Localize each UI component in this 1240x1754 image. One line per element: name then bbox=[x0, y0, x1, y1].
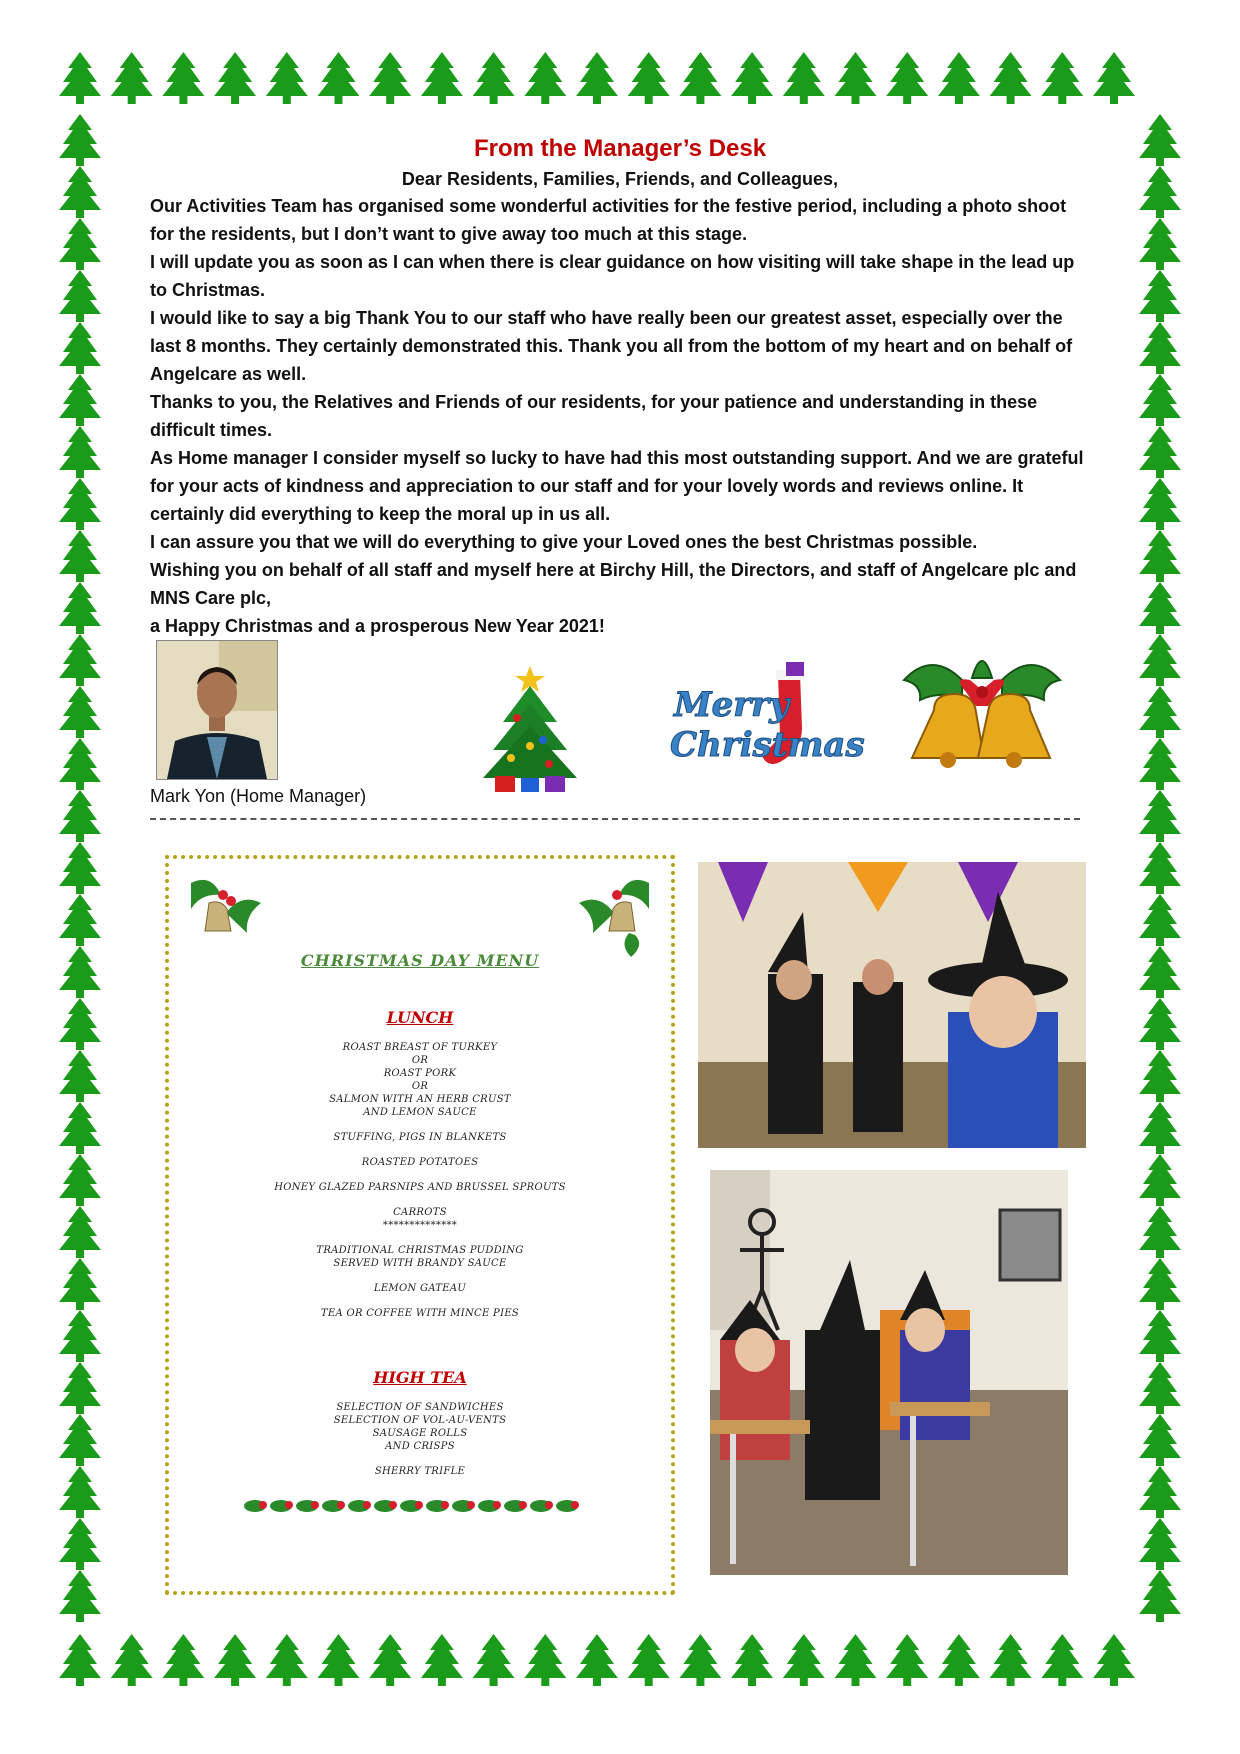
christmas-tree-icon bbox=[990, 52, 1032, 104]
menu-item: HONEY GLAZED PARSNIPS AND BRUSSEL SPROUTS bbox=[274, 1182, 566, 1193]
page-title: From the Manager’s Desk bbox=[473, 135, 767, 162]
christmas-tree-icon bbox=[1139, 998, 1181, 1050]
christmas-tree-icon bbox=[1139, 1258, 1181, 1310]
christmas-tree-icon bbox=[835, 1634, 877, 1686]
christmas-tree-icon bbox=[59, 686, 101, 738]
christmas-tree-icon bbox=[473, 1634, 515, 1686]
paragraph: I would like to say a big Thank You to our staff who have really been our greatest asset, especially over the last 8 months. They certainly demonstrated this. Thank you all from the bottom of my heart and on behalf of Angelcare as well. bbox=[150, 308, 1073, 384]
paragraph: a Happy Christmas and a prosperous New Year 2021! bbox=[150, 616, 605, 636]
menu-item: CARROTS ************** bbox=[382, 1207, 458, 1231]
christmas-tree-icon bbox=[938, 52, 980, 104]
christmas-tree-icon bbox=[111, 52, 153, 104]
christmas-tree-icon bbox=[886, 1634, 928, 1686]
christmas-tree-icon bbox=[59, 1466, 101, 1518]
high-tea-heading: HIGH TEA bbox=[373, 1368, 467, 1387]
lunch-heading: LUNCH bbox=[386, 1008, 454, 1027]
christmas-tree-icon bbox=[679, 52, 721, 104]
christmas-tree-icon bbox=[59, 374, 101, 426]
christmas-tree-icon bbox=[59, 270, 101, 322]
paragraph: Thanks to you, the Relatives and Friends of our residents, for your patience and understanding in these difficult times. bbox=[150, 392, 1038, 440]
christmas-tree-icon bbox=[59, 1154, 101, 1206]
paragraph: Our Activities Team has organised some wonderful activities for the festive period, including a photo shoot for the residents, but I don’t want to give away too much at this stage. bbox=[150, 196, 1067, 244]
merry-text: Merry Christmas bbox=[670, 685, 865, 765]
christmas-tree-icon bbox=[1093, 52, 1135, 104]
paragraph: I will update you as soon as I can when there is clear guidance on how visiting will take shape in the lead up to Christmas. bbox=[150, 252, 1075, 300]
christmas-tree-icon bbox=[1139, 894, 1181, 946]
christmas-tree-icon bbox=[59, 582, 101, 634]
menu-item: SHERRY TRIFLE bbox=[374, 1466, 466, 1477]
christmas-tree-icon bbox=[59, 1050, 101, 1102]
christmas-tree-icon bbox=[421, 1634, 463, 1686]
christmas-tree-icon bbox=[524, 1634, 566, 1686]
christmas-tree-icon bbox=[59, 634, 101, 686]
christmas-tree-icon bbox=[59, 166, 101, 218]
menu-item: TEA OR COFFEE WITH MINCE PIES bbox=[320, 1308, 520, 1319]
christmas-tree-icon bbox=[1139, 478, 1181, 530]
christmas-tree-icon bbox=[59, 218, 101, 270]
christmas-tree-icon bbox=[1139, 322, 1181, 374]
christmas-tree-icon bbox=[576, 52, 618, 104]
christmas-tree-icon bbox=[59, 842, 101, 894]
merry-christmas-art bbox=[670, 658, 865, 783]
christmas-tree-icon bbox=[1139, 1154, 1181, 1206]
halloween-photo-2 bbox=[710, 1170, 1068, 1575]
christmas-tree-icon bbox=[59, 52, 101, 104]
christmas-tree-icon bbox=[783, 1634, 825, 1686]
paragraph: I can assure you that we will do everything to give your Loved ones the best Christmas possible. bbox=[150, 532, 978, 552]
paragraph: As Home manager I consider myself so lucky to have had this most outstanding support. And we are grateful for your acts of kindness and appreciation to our staff and for your lovely words and reviews online. It certainly did everything to keep the moral up in us all. bbox=[150, 448, 1084, 524]
menu-item: STUFFING, PIGS IN BLANKETS bbox=[333, 1132, 507, 1143]
letter bbox=[150, 132, 1090, 640]
section-divider bbox=[150, 818, 1080, 820]
holly-corner-right-icon bbox=[569, 873, 659, 963]
christmas-tree-icon bbox=[1139, 1206, 1181, 1258]
christmas-tree-icon bbox=[1139, 582, 1181, 634]
holly-garland-icon bbox=[247, 1491, 597, 1521]
christmas-tree-icon bbox=[1139, 1414, 1181, 1466]
christmas-tree-icon bbox=[1139, 426, 1181, 478]
christmas-tree-icon bbox=[1139, 1310, 1181, 1362]
christmas-tree-icon bbox=[1139, 686, 1181, 738]
christmas-tree-icon bbox=[1139, 738, 1181, 790]
christmas-tree-icon bbox=[628, 52, 670, 104]
christmas-tree-icon bbox=[214, 52, 256, 104]
christmas-tree-icon bbox=[421, 52, 463, 104]
christmas-tree-icon bbox=[1139, 374, 1181, 426]
christmas-tree-icon bbox=[1139, 946, 1181, 998]
christmas-tree-icon bbox=[59, 1634, 101, 1686]
christmas-tree-icon bbox=[59, 1518, 101, 1570]
christmas-tree-icon bbox=[1139, 530, 1181, 582]
manager-photo bbox=[156, 640, 278, 780]
christmas-tree-icon bbox=[1139, 790, 1181, 842]
christmas-tree-icon bbox=[59, 1414, 101, 1466]
christmas-tree-icon bbox=[318, 1634, 360, 1686]
christmas-tree-icon bbox=[783, 52, 825, 104]
christmas-tree-icon bbox=[59, 1570, 101, 1622]
manager-caption: Mark Yon (Home Manager) bbox=[150, 786, 367, 806]
menu-item: LEMON GATEAU bbox=[373, 1283, 467, 1294]
halloween-photo-1 bbox=[698, 862, 1086, 1148]
christmas-tree-icon bbox=[59, 894, 101, 946]
christmas-tree-icon bbox=[266, 52, 308, 104]
christmas-tree-icon bbox=[59, 1258, 101, 1310]
christmas-tree-icon bbox=[731, 1634, 773, 1686]
christmas-tree-icon bbox=[835, 52, 877, 104]
christmas-tree-icon bbox=[162, 1634, 204, 1686]
christmas-tree-icon bbox=[1139, 270, 1181, 322]
christmas-tree-icon bbox=[679, 1634, 721, 1686]
christmas-tree-icon bbox=[214, 1634, 256, 1686]
christmas-tree-icon bbox=[1139, 1466, 1181, 1518]
holly-corner-left-icon bbox=[181, 873, 271, 943]
christmas-menu bbox=[165, 855, 675, 1595]
christmas-tree-icon bbox=[628, 1634, 670, 1686]
christmas-tree-icon bbox=[59, 946, 101, 998]
holly-bells-icon bbox=[892, 640, 1072, 790]
paragraph: Wishing you on behalf of all staff and myself here at Birchy Hill, the Directors, and staff of Angelcare plc and MNS Care plc, bbox=[150, 560, 1077, 608]
christmas-tree-icon bbox=[886, 52, 928, 104]
christmas-tree-icon bbox=[731, 52, 773, 104]
christmas-tree-icon bbox=[1139, 166, 1181, 218]
image-row bbox=[150, 640, 1090, 790]
christmas-tree-icon bbox=[1139, 114, 1181, 166]
menu-title: CHRISTMAS DAY MENU bbox=[300, 951, 540, 970]
christmas-tree-icon bbox=[59, 530, 101, 582]
menu-item: ROAST BREAST OF TURKEY OR ROAST PORK OR SALMON WITH AN HERB CRUST AND LEMON SAUCE bbox=[329, 1042, 511, 1118]
greeting: Dear Residents, Families, Friends, and Colleagues, bbox=[401, 169, 839, 189]
christmas-tree-icon bbox=[59, 1206, 101, 1258]
christmas-tree-icon bbox=[59, 998, 101, 1050]
christmas-tree-icon bbox=[524, 52, 566, 104]
christmas-tree-icon bbox=[59, 1310, 101, 1362]
christmas-tree-icon bbox=[318, 52, 360, 104]
christmas-tree-icon bbox=[1093, 1634, 1135, 1686]
christmas-tree-icon bbox=[59, 1102, 101, 1154]
christmas-tree-icon bbox=[59, 114, 101, 166]
menu-item: SELECTION OF SANDWICHES SELECTION OF VOL-AU-VENTS SAUSAGE ROLLS AND CRISPS bbox=[333, 1402, 507, 1452]
christmas-tree-icon bbox=[1139, 1362, 1181, 1414]
christmas-tree-icon bbox=[59, 322, 101, 374]
menu-body bbox=[169, 951, 671, 1490]
decorated-tree-icon bbox=[475, 660, 585, 795]
christmas-tree-icon bbox=[59, 426, 101, 478]
christmas-tree-icon bbox=[1139, 842, 1181, 894]
christmas-tree-icon bbox=[576, 1634, 618, 1686]
christmas-tree-icon bbox=[1139, 1570, 1181, 1622]
christmas-tree-icon bbox=[266, 1634, 308, 1686]
menu-item: ROASTED POTATOES bbox=[361, 1157, 479, 1168]
christmas-tree-icon bbox=[1139, 1518, 1181, 1570]
christmas-tree-icon bbox=[1139, 634, 1181, 686]
christmas-tree-icon bbox=[59, 478, 101, 530]
christmas-tree-icon bbox=[1041, 52, 1083, 104]
christmas-tree-icon bbox=[473, 52, 515, 104]
christmas-tree-icon bbox=[1139, 1102, 1181, 1154]
christmas-tree-icon bbox=[59, 1362, 101, 1414]
christmas-tree-icon bbox=[369, 52, 411, 104]
menu-item: TRADITIONAL CHRISTMAS PUDDING SERVED WITH BRANDY SAUCE bbox=[316, 1245, 524, 1269]
christmas-tree-icon bbox=[1139, 218, 1181, 270]
christmas-tree-icon bbox=[111, 1634, 153, 1686]
christmas-tree-icon bbox=[59, 738, 101, 790]
christmas-tree-icon bbox=[1139, 1050, 1181, 1102]
christmas-tree-icon bbox=[938, 1634, 980, 1686]
christmas-tree-icon bbox=[59, 790, 101, 842]
christmas-tree-icon bbox=[369, 1634, 411, 1686]
christmas-tree-icon bbox=[162, 52, 204, 104]
christmas-tree-icon bbox=[990, 1634, 1032, 1686]
christmas-tree-icon bbox=[1041, 1634, 1083, 1686]
